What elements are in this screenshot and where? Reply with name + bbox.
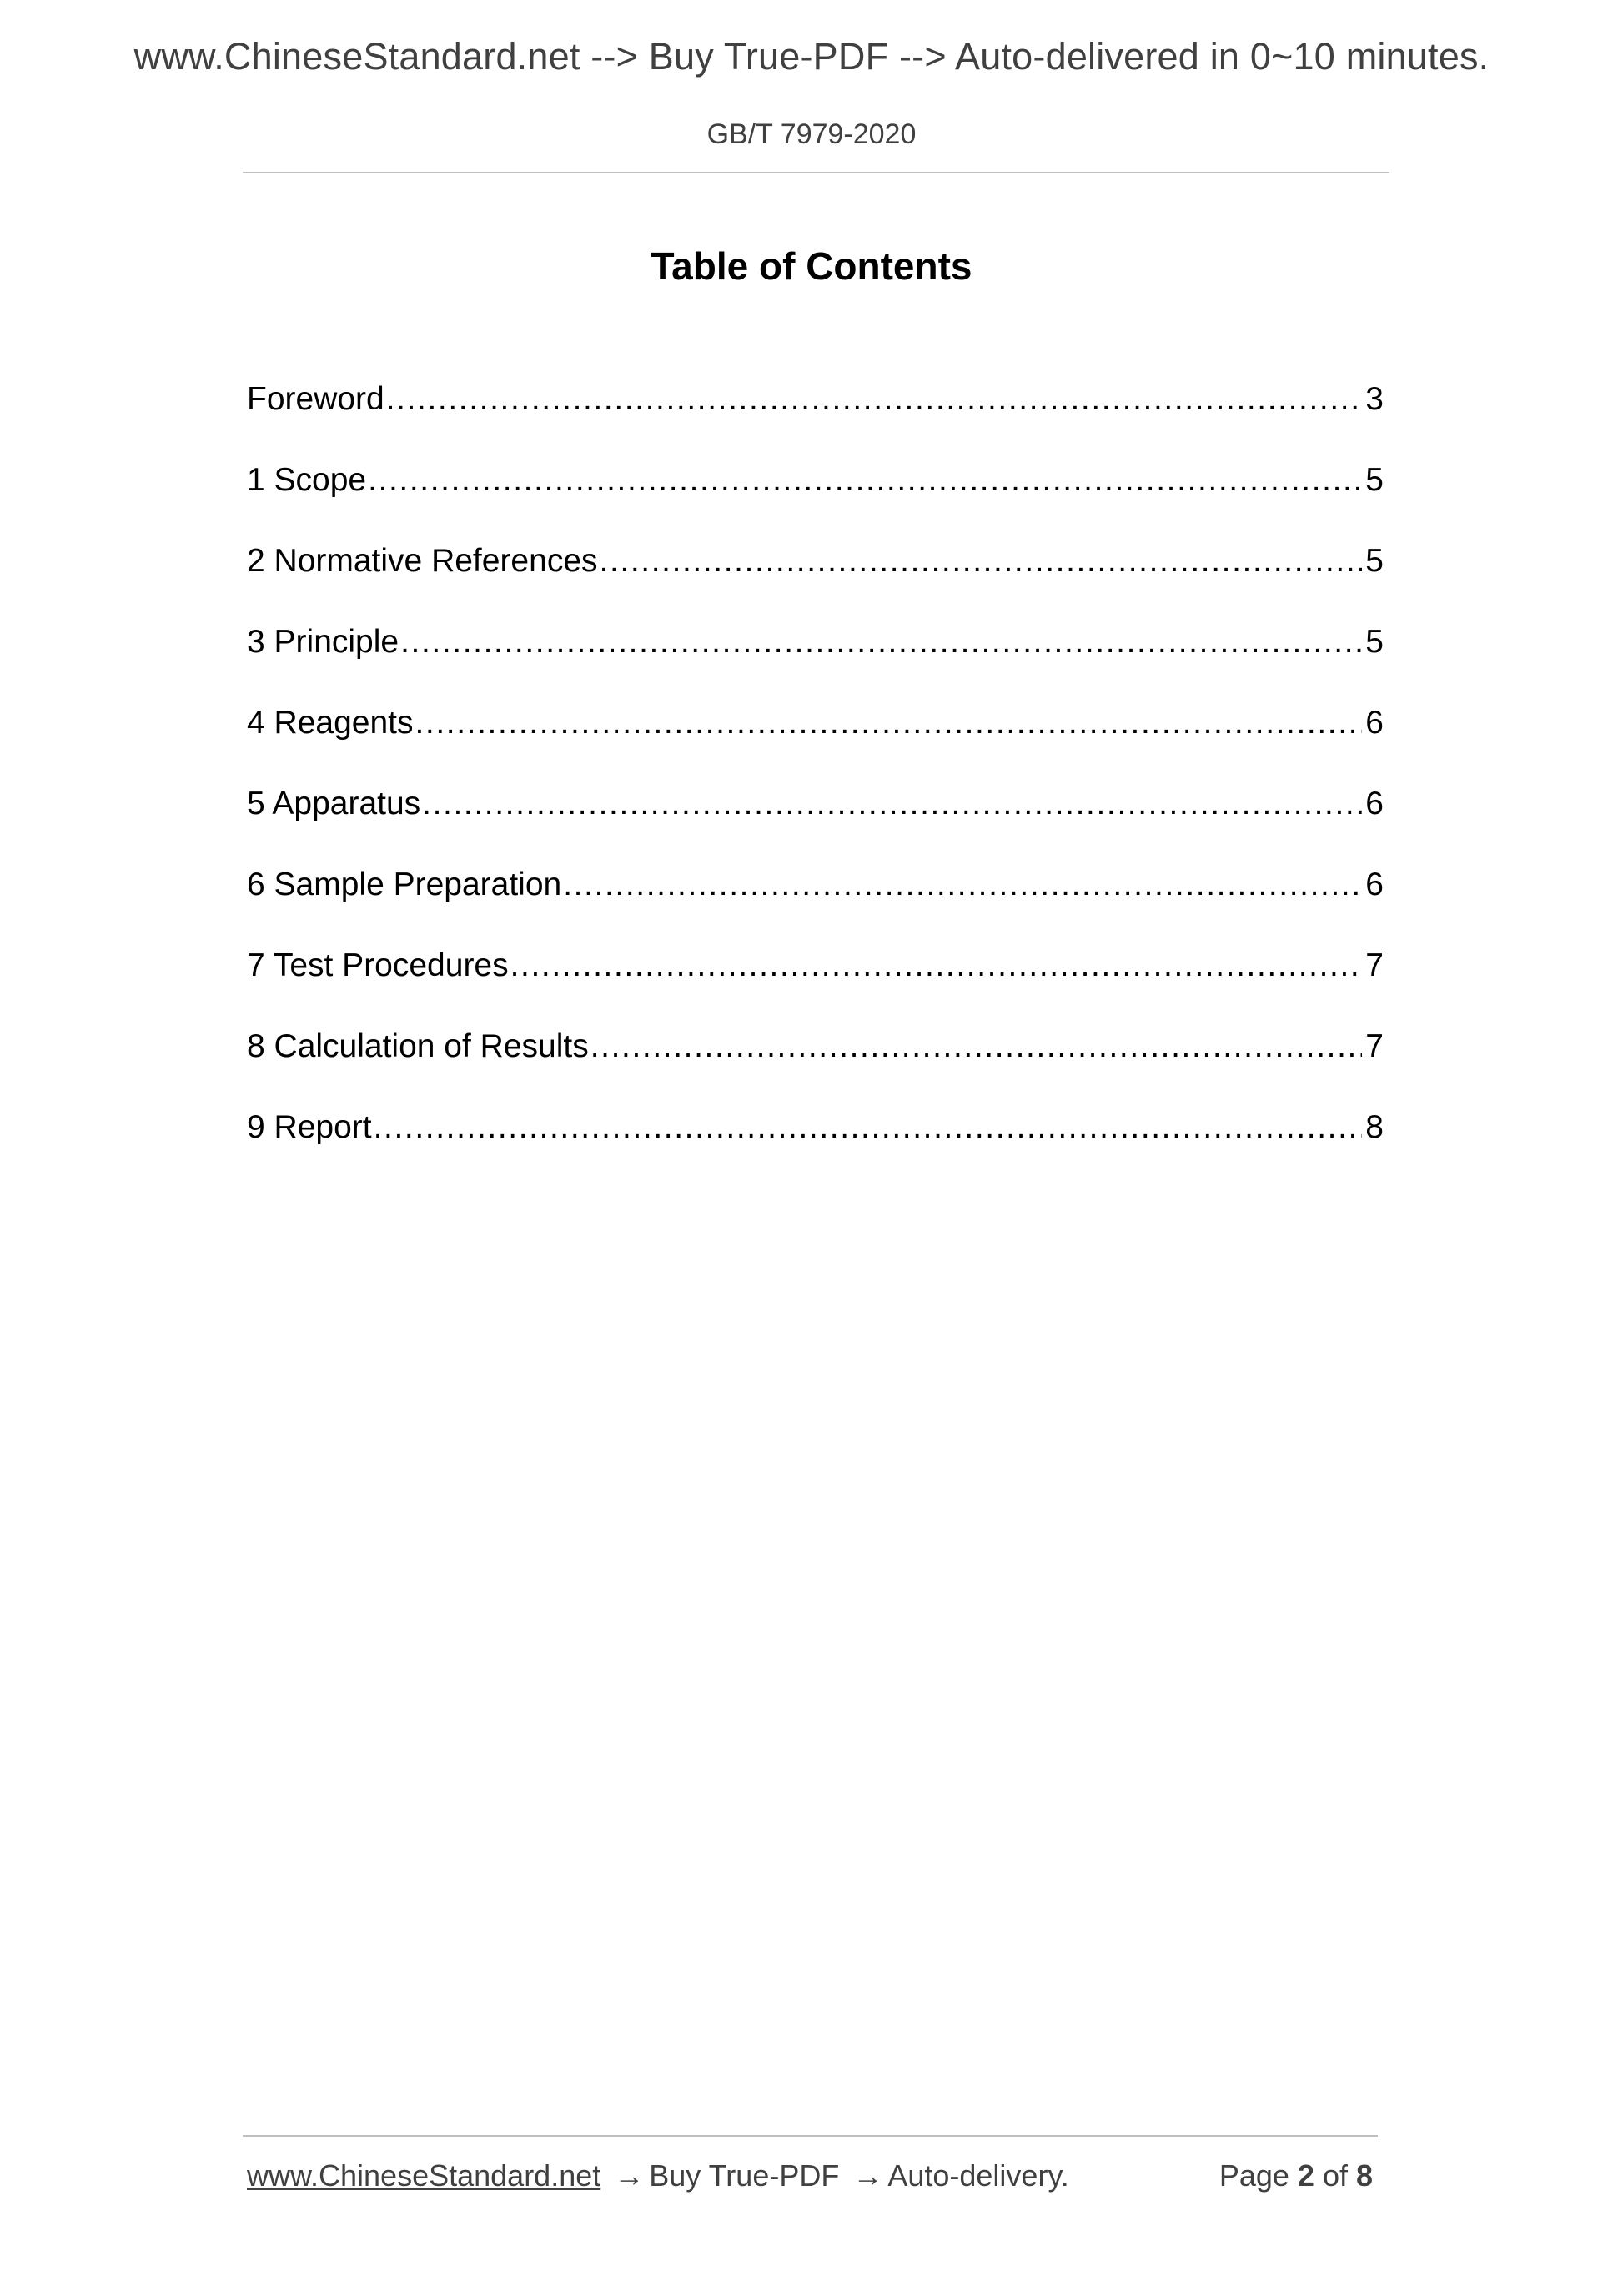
toc-entry-principle[interactable]	[247, 620, 1384, 701]
buy-text: Buy True-PDF	[649, 2158, 840, 2193]
toc-entry-page: 6	[1365, 867, 1384, 902]
current-page: 2	[1297, 2158, 1314, 2193]
toc-entry-page: 6	[1365, 786, 1384, 821]
toc-entry-scope[interactable]	[247, 458, 1384, 539]
page-label: Page	[1219, 2158, 1289, 2193]
toc-entry-foreword[interactable]	[247, 377, 1384, 458]
toc-entry-page: 7	[1365, 947, 1384, 983]
toc-entry-page: 5	[1365, 462, 1384, 498]
toc-entry-page: 6	[1365, 705, 1384, 741]
toc-entry-label: 4 Reagents	[247, 705, 414, 741]
toc-entry-calculation-of-results[interactable]	[247, 1024, 1384, 1105]
toc-entry-test-procedures[interactable]	[247, 943, 1384, 1024]
toc-entry-sample-preparation[interactable]	[247, 862, 1384, 943]
toc-entry-label: Foreword	[247, 381, 384, 417]
dot-leader	[400, 620, 1362, 665]
toc-entry-page: 5	[1365, 543, 1384, 579]
header-divider	[243, 172, 1389, 173]
toc-entry-label: 6 Sample Preparation	[247, 867, 562, 902]
toc-entry-apparatus[interactable]	[247, 781, 1384, 862]
document-code: GB/T 7979-2020	[706, 118, 917, 150]
total-pages: 8	[1355, 2158, 1373, 2193]
toc-entry-page: 7	[1365, 1028, 1384, 1064]
dot-leader	[368, 458, 1362, 503]
toc-entry-normative-references[interactable]	[247, 539, 1384, 620]
toc-entry-page: 8	[1365, 1109, 1384, 1145]
of-label: of	[1322, 2158, 1348, 2193]
dot-leader	[374, 1105, 1363, 1150]
toc-title: Table of Contents	[651, 244, 972, 288]
arrow-right-icon: →	[852, 2158, 883, 2193]
toc-entry-label: 3 Principle	[247, 624, 399, 660]
page-number	[1219, 2158, 1373, 2193]
toc-entry-label: 9 Report	[247, 1109, 372, 1145]
toc-entry-label: 8 Calculation of Results	[247, 1028, 589, 1064]
toc-list	[247, 377, 1384, 1186]
dot-leader	[563, 862, 1362, 907]
toc-entry-label: 2 Normative References	[247, 543, 598, 579]
page-footer	[247, 2158, 1378, 2200]
dot-leader	[415, 701, 1362, 746]
delivery-text: Auto-delivery.	[887, 2158, 1069, 2193]
dot-leader	[422, 781, 1362, 826]
toc-entry-label: 7 Test Procedures	[247, 947, 509, 983]
toc-entry-reagents[interactable]	[247, 701, 1384, 781]
toc-entry-label: 1 Scope	[247, 462, 367, 498]
arrow-right-icon: →	[614, 2158, 645, 2193]
toc-entry-label: 5 Apparatus	[247, 786, 421, 821]
site-link[interactable]: www.ChineseStandard.net	[247, 2158, 601, 2193]
site-banner: www.ChineseStandard.net --> Buy True-PDF --> Auto-delivered in 0~10 minutes.	[133, 35, 1490, 78]
toc-entry-page: 5	[1365, 624, 1384, 660]
footer-promo	[247, 2158, 1069, 2193]
dot-leader	[510, 943, 1363, 988]
toc-entry-report[interactable]	[247, 1105, 1384, 1186]
dot-leader	[590, 1024, 1363, 1069]
footer-divider	[243, 2135, 1378, 2137]
toc-entry-page: 3	[1365, 381, 1384, 417]
dot-leader	[600, 539, 1363, 584]
dot-leader	[386, 377, 1363, 422]
